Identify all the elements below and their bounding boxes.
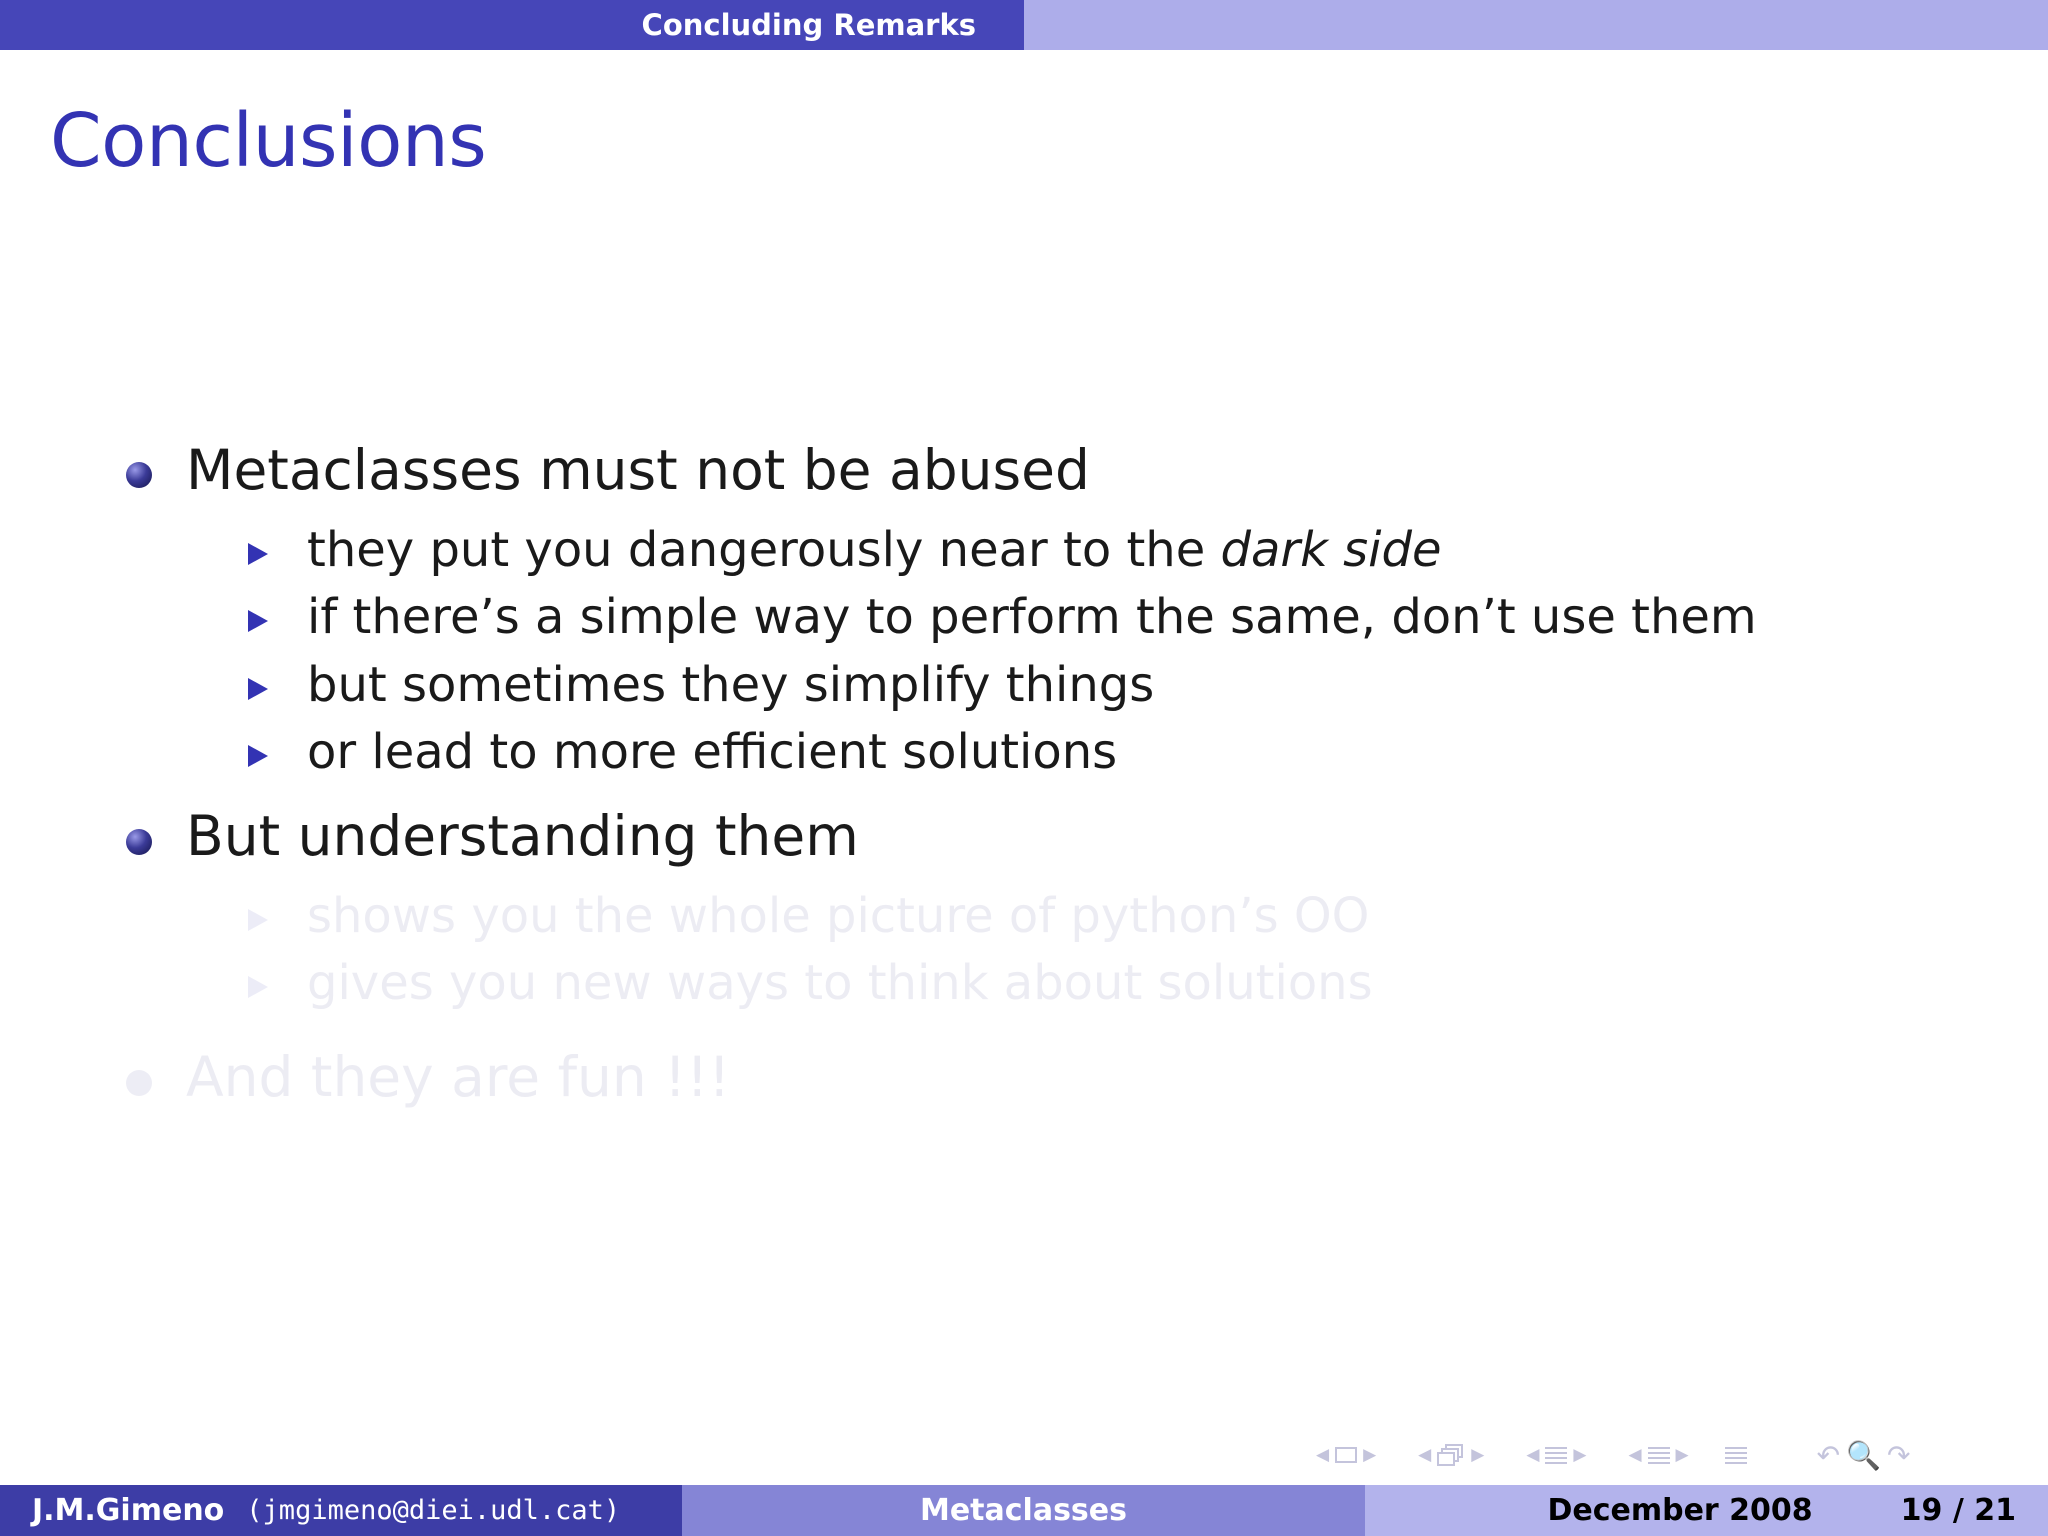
bullet-icon bbox=[126, 829, 152, 855]
nav-next-arrow-icon[interactable]: ▶ bbox=[1573, 1445, 1587, 1465]
bullet-icon bbox=[126, 1070, 152, 1096]
nav-next-arrow-icon[interactable]: ▶ bbox=[1363, 1445, 1377, 1465]
footer-title-box bbox=[682, 1485, 1365, 1536]
subsection-icon[interactable] bbox=[1545, 1447, 1567, 1464]
bullet-item-faded: And they are fun !!! bbox=[186, 1045, 731, 1109]
footer-bar bbox=[0, 1485, 2048, 1536]
footer-author-box bbox=[0, 1485, 682, 1536]
sub-bullet-item: but sometimes they simplify things bbox=[307, 657, 1155, 713]
talk-title: Metaclasses bbox=[919, 1493, 1127, 1528]
nav-next-arrow-icon[interactable]: ▶ bbox=[1675, 1445, 1689, 1465]
talk-date: December 2008 bbox=[1547, 1493, 1813, 1528]
sub-bullet-text: they put you dangerously near to the bbox=[307, 522, 1221, 578]
sub-bullet-icon bbox=[248, 745, 268, 767]
author-name: J.M.Gimeno bbox=[32, 1493, 225, 1528]
section-title: Concluding Remarks bbox=[641, 8, 976, 42]
toc-icon[interactable] bbox=[1725, 1447, 1747, 1464]
nav-prev-arrow-icon[interactable]: ◀ bbox=[1526, 1445, 1540, 1465]
frame-nav[interactable] bbox=[1310, 1445, 1382, 1465]
frame-icon[interactable] bbox=[1335, 1447, 1357, 1463]
sub-bullet-item: if there’s a simple way to perform the same, don’t use them bbox=[307, 589, 1757, 645]
bullet-item: Metaclasses must not be abused bbox=[186, 438, 1090, 502]
sub-bullet-item bbox=[307, 522, 1442, 578]
subsection-nav[interactable] bbox=[1520, 1445, 1592, 1465]
frames-nav[interactable] bbox=[1412, 1444, 1490, 1466]
header-bar bbox=[0, 0, 2048, 50]
sub-bullet-icon bbox=[248, 976, 268, 998]
toc-nav[interactable] bbox=[1725, 1447, 1747, 1464]
bullet-icon bbox=[126, 462, 152, 488]
emphasis-text: dark side bbox=[1220, 522, 1442, 578]
back-forward-search-icon[interactable]: ↶🔍↷ bbox=[1816, 1438, 1917, 1472]
sub-bullet-icon bbox=[248, 610, 268, 632]
slide-title: Conclusions bbox=[50, 98, 487, 184]
nav-next-arrow-icon[interactable]: ▶ bbox=[1471, 1445, 1485, 1465]
sub-bullet-item-faded: shows you the whole picture of python’s OO bbox=[307, 888, 1370, 944]
author-email: (jmgimeno@diei.udl.cat) bbox=[246, 1495, 621, 1526]
frames-icon[interactable] bbox=[1437, 1444, 1465, 1466]
sub-bullet-icon bbox=[248, 909, 268, 931]
nav-prev-arrow-icon[interactable]: ◀ bbox=[1316, 1445, 1330, 1465]
section-nav[interactable] bbox=[1622, 1445, 1694, 1465]
sub-bullet-item-faded: gives you new ways to think about solutions bbox=[307, 955, 1373, 1011]
sub-bullet-icon bbox=[248, 678, 268, 700]
page-number: 19 / 21 bbox=[1900, 1493, 2016, 1528]
nav-prev-arrow-icon[interactable]: ◀ bbox=[1418, 1445, 1432, 1465]
navigation-symbols bbox=[1310, 1440, 1916, 1470]
footer-date-box bbox=[1365, 1485, 2048, 1536]
sub-bullet-icon bbox=[248, 543, 268, 565]
section-icon[interactable] bbox=[1648, 1447, 1670, 1464]
section-nav-current[interactable] bbox=[0, 0, 1024, 50]
sub-bullet-item: or lead to more efficient solutions bbox=[307, 724, 1118, 780]
header-bar-right bbox=[1024, 0, 2048, 50]
nav-prev-arrow-icon[interactable]: ◀ bbox=[1628, 1445, 1642, 1465]
bullet-item: But understanding them bbox=[186, 804, 859, 868]
